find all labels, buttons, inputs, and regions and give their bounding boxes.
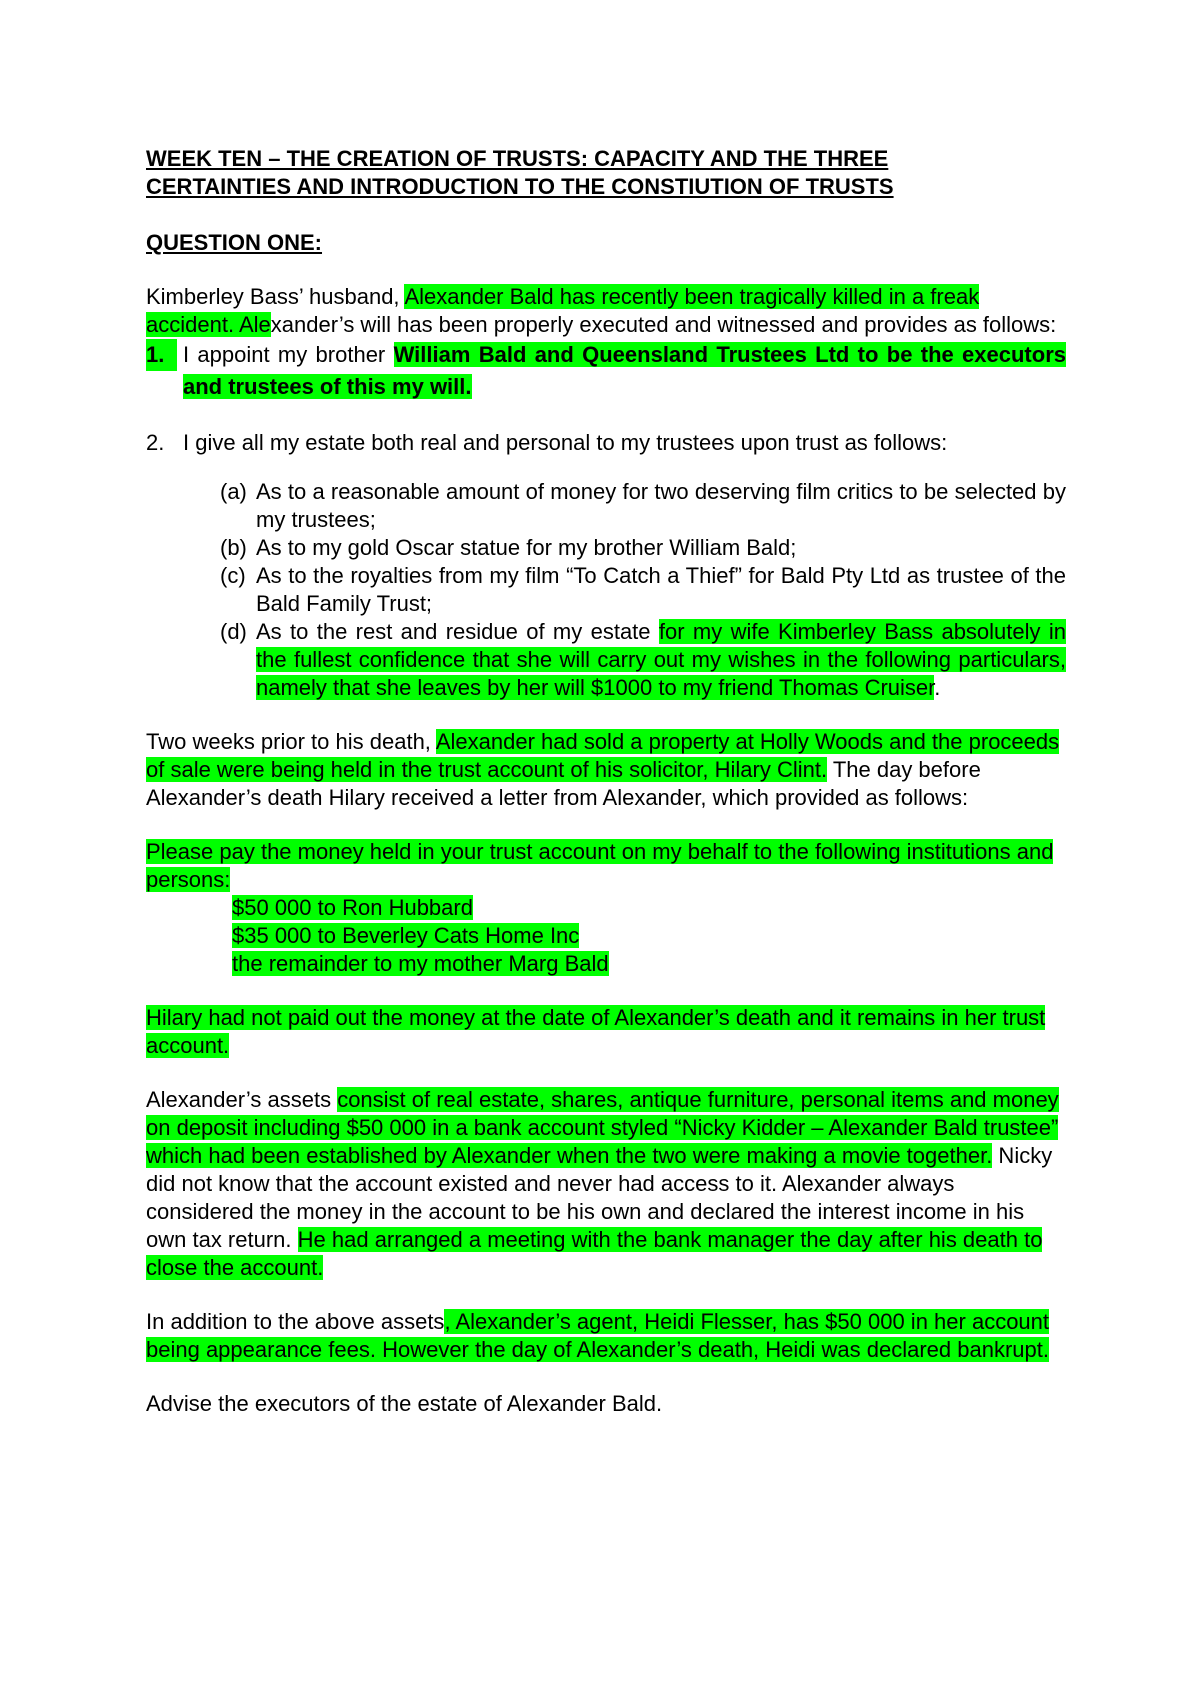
intro-text-1: Kimberley Bass’ husband, — [146, 284, 405, 309]
will-item-1-plain: I appoint my brother — [183, 342, 394, 367]
subitem-a-label: (a) — [220, 479, 247, 504]
will-subitem-c — [220, 562, 1066, 618]
document-title — [146, 145, 1066, 201]
document-page — [146, 145, 1066, 1418]
letter-quote — [146, 838, 1066, 978]
hilary-highlight: Hilary had not paid out the money at the date of Alexander’s death and it remains in her trust account. — [146, 1005, 1046, 1058]
subitem-c-label: (c) — [220, 563, 246, 588]
letter-line-3-text: $35 000 to Beverley Cats Home Inc — [232, 923, 580, 948]
will-item-1-number: 1. — [146, 339, 177, 371]
closing-paragraph: Advise the executors of the estate of Alexander Bald. — [146, 1391, 663, 1416]
subitem-d-highlight: for my wife Kimberley Bass absolutely in the fullest confidence that she will carry out my wishes in the following particulars, namely that she leaves by her will $1000 to my friend Thomas Cruiser — [256, 619, 1066, 700]
sale-paragraph — [146, 728, 1066, 812]
letter-line-4-text: the remainder to my mother Marg Bald — [232, 951, 609, 976]
will-subitem-b — [220, 534, 1066, 562]
subitem-d-label: (d) — [220, 619, 247, 644]
hilary-paragraph — [146, 1004, 1066, 1060]
agent-highlight: , Alexander’s agent, Heidi Flesser, has $50 000 in her account being appearance fees. However the day of Alexander’s death, Heidi was declared bankrupt. — [146, 1309, 1050, 1362]
sale-text-1: Two weeks prior to his death, — [146, 729, 436, 754]
title-line-1: WEEK TEN – THE CREATION OF TRUSTS: CAPACITY AND THE THREE — [146, 146, 889, 171]
assets-highlight-2: He had arranged a meeting with the bank manager the day after his death to close the account. — [146, 1227, 1043, 1280]
will-item-1-highlight: William Bald and Queensland Trustees Ltd to be the executors and trustees of this my will. — [183, 342, 1066, 399]
question-heading: QUESTION ONE: — [146, 230, 323, 255]
letter-line-2 — [146, 894, 1066, 922]
subitem-d-end: . — [934, 675, 941, 700]
assets-highlight-1: consist of real estate, shares, antique furniture, personal items and money on deposit including $50 000 in a bank account styled “Nicky Kidder – Alexander Bald trustee” which had been established by Alexander when the two were making a movie together. — [146, 1087, 1059, 1168]
agent-text: In addition to the above assets — [146, 1309, 445, 1334]
letter-line-1 — [146, 838, 1066, 894]
will-item-2-text: I give all my estate both real and personal to my trustees upon trust as follows: — [183, 430, 948, 455]
will-item-2-number: 2. — [146, 430, 165, 455]
will-item-1 — [146, 339, 1066, 403]
will-subitem-d — [220, 618, 1066, 702]
letter-line-3 — [146, 922, 1066, 950]
letter-line-4 — [146, 950, 1066, 978]
will-item-2 — [146, 429, 1066, 457]
assets-paragraph — [146, 1086, 1066, 1282]
subitem-d-text — [256, 618, 1066, 702]
subitem-b-label: (b) — [220, 535, 247, 560]
subitem-c-text: As to the royalties from my film “To Catch a Thief” for Bald Pty Ltd as trustee of the Bald Family Trust; — [256, 563, 1066, 616]
subitem-a-text: As to a reasonable amount of money for two deserving film critics to be selected by my trustees; — [256, 479, 1066, 532]
sale-text-2: The day before Alexander’s death Hilary received a letter from Alexander, which provided as follows: — [146, 757, 981, 810]
intro-paragraph — [146, 283, 1066, 339]
assets-text-2: Nicky did not know that the account existed and never had access to it. Alexander always considered the money in the account to be his own and declared the interest income in his own tax return. — [146, 1143, 1053, 1252]
intro-highlight: Alexander Bald has recently been tragically killed in a freak accident. Ale — [146, 284, 980, 337]
assets-text-1: Alexander’s assets — [146, 1087, 338, 1112]
letter-line-1-text: Please pay the money held in your trust account on my behalf to the following institutions and persons: — [146, 839, 1054, 892]
will-subitem-a — [220, 478, 1066, 534]
agent-paragraph — [146, 1308, 1066, 1364]
sale-highlight: Alexander had sold a property at Holly Woods and the proceeds of sale were being held in the trust account of his solicitor, Hilary Clint. — [146, 729, 1060, 782]
intro-text-2: xander’s will has been properly executed and witnessed and provides as follows: — [270, 312, 1057, 337]
will-item-1-text — [183, 339, 1066, 403]
subitem-b-text: As to my gold Oscar statue for my brother William Bald; — [256, 535, 797, 560]
subitem-d-plain: As to the rest and residue of my estate — [256, 619, 659, 644]
will-subitems — [146, 478, 1066, 702]
letter-line-2-text: $50 000 to Ron Hubbard — [232, 895, 473, 920]
title-line-2: CERTAINTIES AND INTRODUCTION TO THE CONSTIUTION OF TRUSTS — [146, 174, 894, 199]
